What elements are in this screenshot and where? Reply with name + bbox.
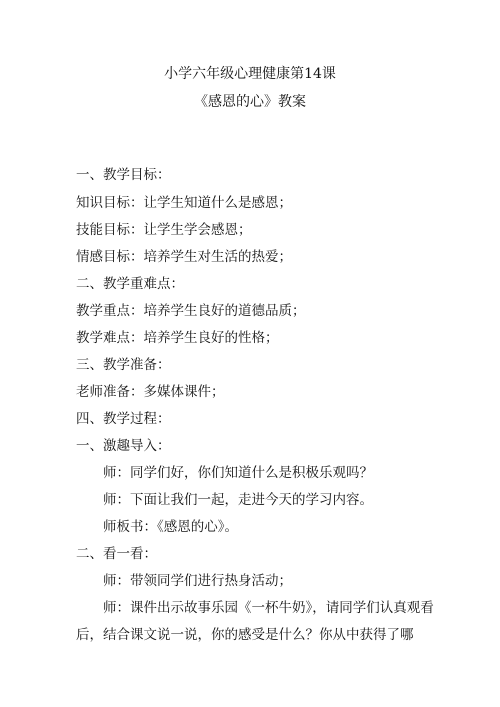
emotion-objective: 情感目标：培养学生对生活的热爱；: [76, 249, 292, 265]
teacher-line: 师：下面让我们一起，走进今天的学习内容。: [103, 492, 373, 508]
section-heading-process: 四、教学过程：: [76, 411, 171, 427]
teaching-difficulty: 教学难点：培养学生良好的性格；: [76, 330, 279, 346]
teacher-line: 师板书：《感恩的心》。: [103, 519, 238, 535]
teacher-line: 师：带领同学们进行热身活动；: [103, 573, 292, 589]
teacher-line: 师：课件出示故事乐园《一杯牛奶》，请同学们认真观看: [103, 600, 434, 616]
step-heading-intro: 一、激趣导入：: [76, 438, 171, 454]
step-heading-look: 二、看一看：: [76, 546, 157, 562]
teaching-key-point: 教学重点：培养学生良好的道德品质；: [76, 303, 306, 319]
knowledge-objective: 知识目标：让学生知道什么是感恩；: [76, 195, 292, 211]
document-title: 小学六年级心理健康第14课: [164, 66, 336, 82]
skill-objective: 技能目标：让学生学会感恩；: [76, 222, 252, 238]
paragraph-continuation: 后，结合课文说一说，你的感受是什么？你从中获得了哪: [76, 627, 414, 643]
section-heading-objectives: 一、教学目标：: [76, 167, 171, 183]
teacher-line: 师：同学们好，你们知道什么是积极乐观吗？: [103, 465, 373, 481]
teacher-preparation: 老师准备：多媒体课件；: [76, 384, 225, 400]
section-heading-preparation: 三、教学准备：: [76, 357, 171, 373]
section-heading-key-points: 二、教学重难点：: [76, 276, 184, 292]
document-subtitle: 《感恩的心》教案: [194, 94, 306, 110]
